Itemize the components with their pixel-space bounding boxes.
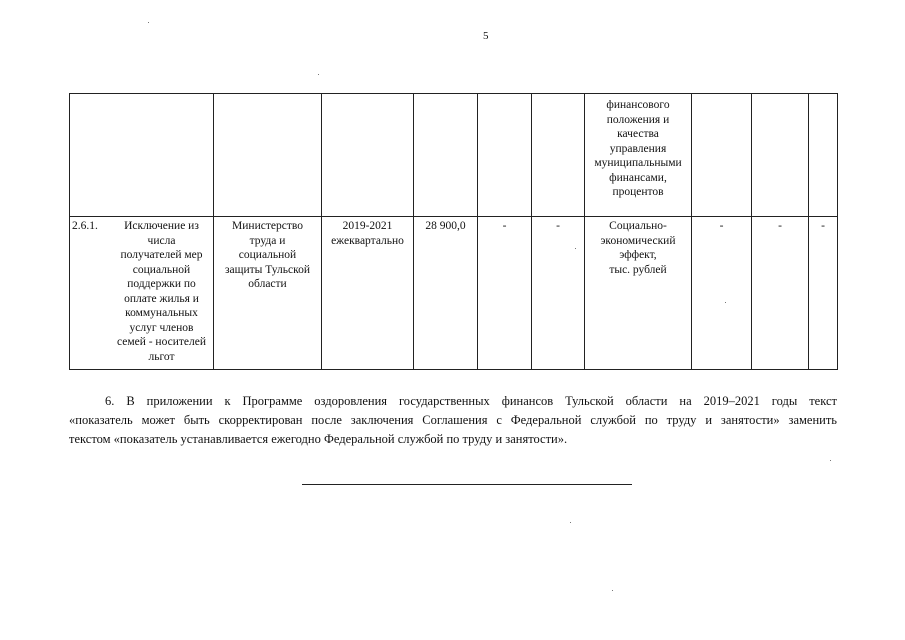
table-cell-period: 2019-2021 ежеквартально bbox=[322, 217, 414, 370]
table-cell-amount: 28 900,0 bbox=[414, 217, 478, 370]
separator-line bbox=[302, 484, 632, 485]
paragraph-line: текстом «показатель устанавливается ежегодно Федеральной службой по труду и занятости». bbox=[69, 432, 568, 446]
measure-text: Исключение из числа получателей мер социальной поддержки по оплате жилья и коммунальных услуг членов семей - носителей льгот bbox=[116, 220, 207, 363]
scan-speck bbox=[570, 522, 571, 523]
paragraph-line: 6. В приложении к Программе оздоровления государственных финансов Тульской области на 2019–2021 годы текст bbox=[105, 394, 837, 408]
table-cell-amount bbox=[414, 94, 478, 217]
table-cell bbox=[692, 94, 752, 217]
row-number: 2.6.1. bbox=[72, 220, 98, 232]
table-cell bbox=[809, 94, 838, 217]
table-cell-indicator: финансового положения и качества управления муниципальными финансами, процентов bbox=[585, 94, 692, 217]
scan-speck bbox=[575, 248, 576, 249]
table-row bbox=[70, 217, 838, 370]
table-cell: - bbox=[752, 217, 809, 370]
table-row bbox=[70, 94, 838, 217]
table-cell: - bbox=[809, 217, 838, 370]
table-cell bbox=[478, 94, 532, 217]
table-cell-period bbox=[322, 94, 414, 217]
table-cell: - bbox=[478, 217, 532, 370]
table-cell-executor bbox=[214, 94, 322, 217]
scan-speck bbox=[612, 590, 613, 591]
scan-speck bbox=[318, 74, 319, 75]
scan-speck bbox=[830, 460, 831, 461]
table-cell bbox=[532, 94, 585, 217]
table-cell bbox=[752, 94, 809, 217]
table-cell: - bbox=[532, 217, 585, 370]
table-cell: - bbox=[692, 217, 752, 370]
table-cell-measure bbox=[70, 217, 214, 370]
program-table bbox=[69, 93, 838, 370]
paragraph-line: «показатель может быть скорректирован после заключения Соглашения с Федеральной службой по труду и занятости» заменить bbox=[69, 413, 837, 427]
page-number: 5 bbox=[483, 30, 489, 42]
amendment-paragraph bbox=[69, 392, 837, 449]
scan-speck bbox=[725, 302, 726, 303]
table-cell-executor: Министерство труда и социальной защиты Тульской области bbox=[214, 217, 322, 370]
table-cell-indicator: Социально- экономический эффект, тыс. рублей bbox=[585, 217, 692, 370]
scan-speck bbox=[148, 22, 149, 23]
table-cell-measure bbox=[70, 94, 214, 217]
